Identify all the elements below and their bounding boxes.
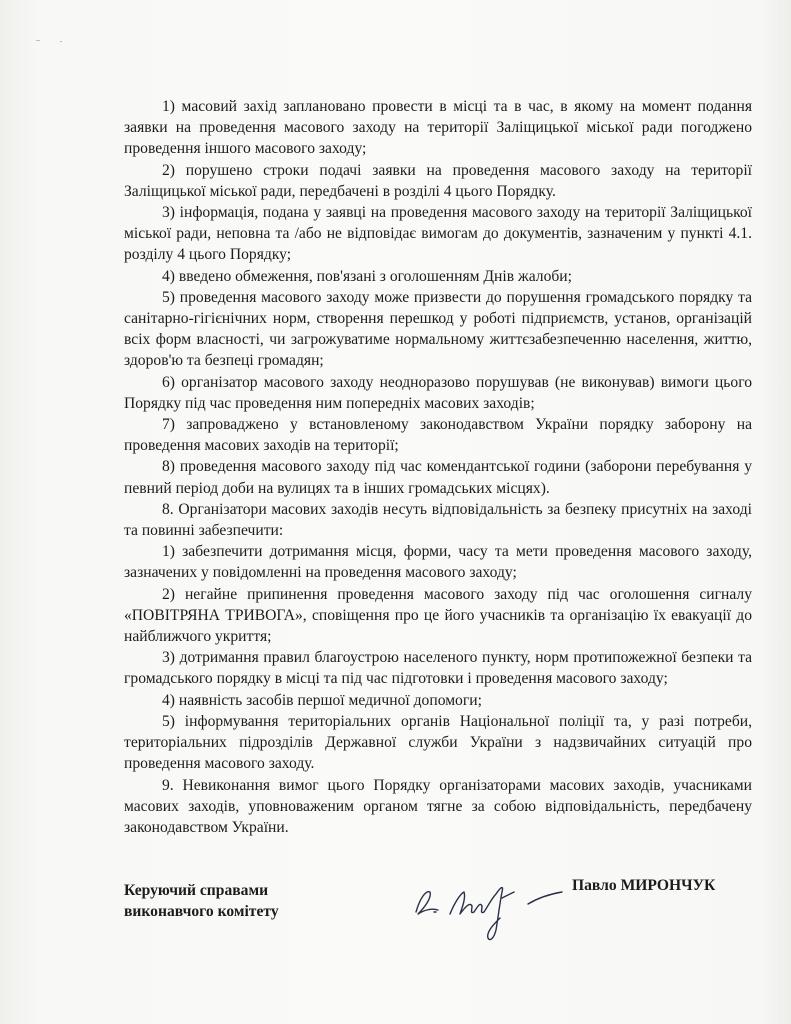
- list-item-1: 1) масовий захід заплановано провести в місці та в час, в якому на момент подання заявки на проведення масового заходу на території Заліщицької міської ради погоджено проведення іншого масового заходу;: [124, 98, 752, 158]
- scan-speck: [36, 40, 40, 41]
- position-line-2: виконавчого комітету: [124, 903, 279, 920]
- obligation-item-2: 2) негайне припинення проведення масового заходу під час оголошення сигналу «ПОВІТРЯНА ТРИВОГА», сповіщення про це його учасників та організацію їх евакуації до найближчого укриття;: [124, 585, 752, 646]
- list-item-3: 3) інформація, подана у заявці на проведення масового заходу на території Заліщицької міської ради, неповна та /або не відповідає вимогам до документів, зазначеним у пункті 4.1. розділу 4 цього Порядку;: [124, 204, 752, 264]
- list-item-7: 7) запроваджено у встановленому законодавством України порядку заборону на проведення масових заходів на території;: [124, 416, 752, 455]
- section-9-paragraph: 9. Невиконання вимог цього Порядку організаторами масових заходів, учасниками масових заходів, уповноваженим органом тягне за собою відповідальність, передбачену законодавством України.: [124, 776, 752, 836]
- scan-speck: [60, 41, 62, 42]
- list-item-8: 8) проведення масового заходу під час комендантської години (заборони перебування у певний період доби на вулицях та в інших громадських місцях).: [124, 458, 752, 497]
- obligation-item-4: 4) наявність засобів першої медичної допомоги;: [162, 691, 482, 709]
- obligation-item-5: 5) інформування територіальних органів Національної поліції та, у разі потреби, територіальних підрозділів Державної служби України з надзвичайних ситуацій про проведення масового заходу.: [124, 712, 752, 773]
- list-item-4: 4) введено обмеження, пов'язані з оголошенням Днів жалоби;: [162, 267, 572, 285]
- position-line-1: Керуючий справами: [124, 882, 269, 899]
- list-item-6: 6) організатор масового заходу неодноразово порушував (не виконував) вимоги цього Порядку під час проведення ним попередніх масових заходів;: [124, 373, 752, 412]
- obligation-item-3: 3) дотримання правил благоустрою населеного пункту, норм протипожежної безпеки та громадського порядку в місці та під час підготовки і проведення масового заходу;: [124, 649, 752, 688]
- obligation-item-1: 1) забезпечити дотримання місця, форми, часу та мети проведення масового заходу, зазначених у повідомленні на проведення масового заходу;: [124, 543, 752, 582]
- section-8-heading: 8. Організатори масових заходів несуть відповідальність за безпеку присутніх на заході та повинні забезпечити:: [124, 500, 752, 540]
- signatory-name: Павло МИРОНЧУК: [572, 877, 716, 894]
- list-item-2: 2) порушено строки подачі заявки на проведення масового заходу на території Заліщицької міської ради, передбачені в розділі 4 цього Порядку.: [124, 161, 752, 200]
- signatory-position: [124, 880, 279, 922]
- document-body: [124, 96, 752, 838]
- list-item-5: 5) проведення масового заходу може призвести до порушення громадського порядку та санітарно-гігієнічних норм, створення перешкод у роботі підприємств, установ, організацій всіх форм власності, чи загрожуватиме нормальному життєзабезпеченню населення, життю, здоров'ю та безпеці громадян;: [124, 288, 752, 370]
- handwritten-signature-icon: [410, 868, 570, 948]
